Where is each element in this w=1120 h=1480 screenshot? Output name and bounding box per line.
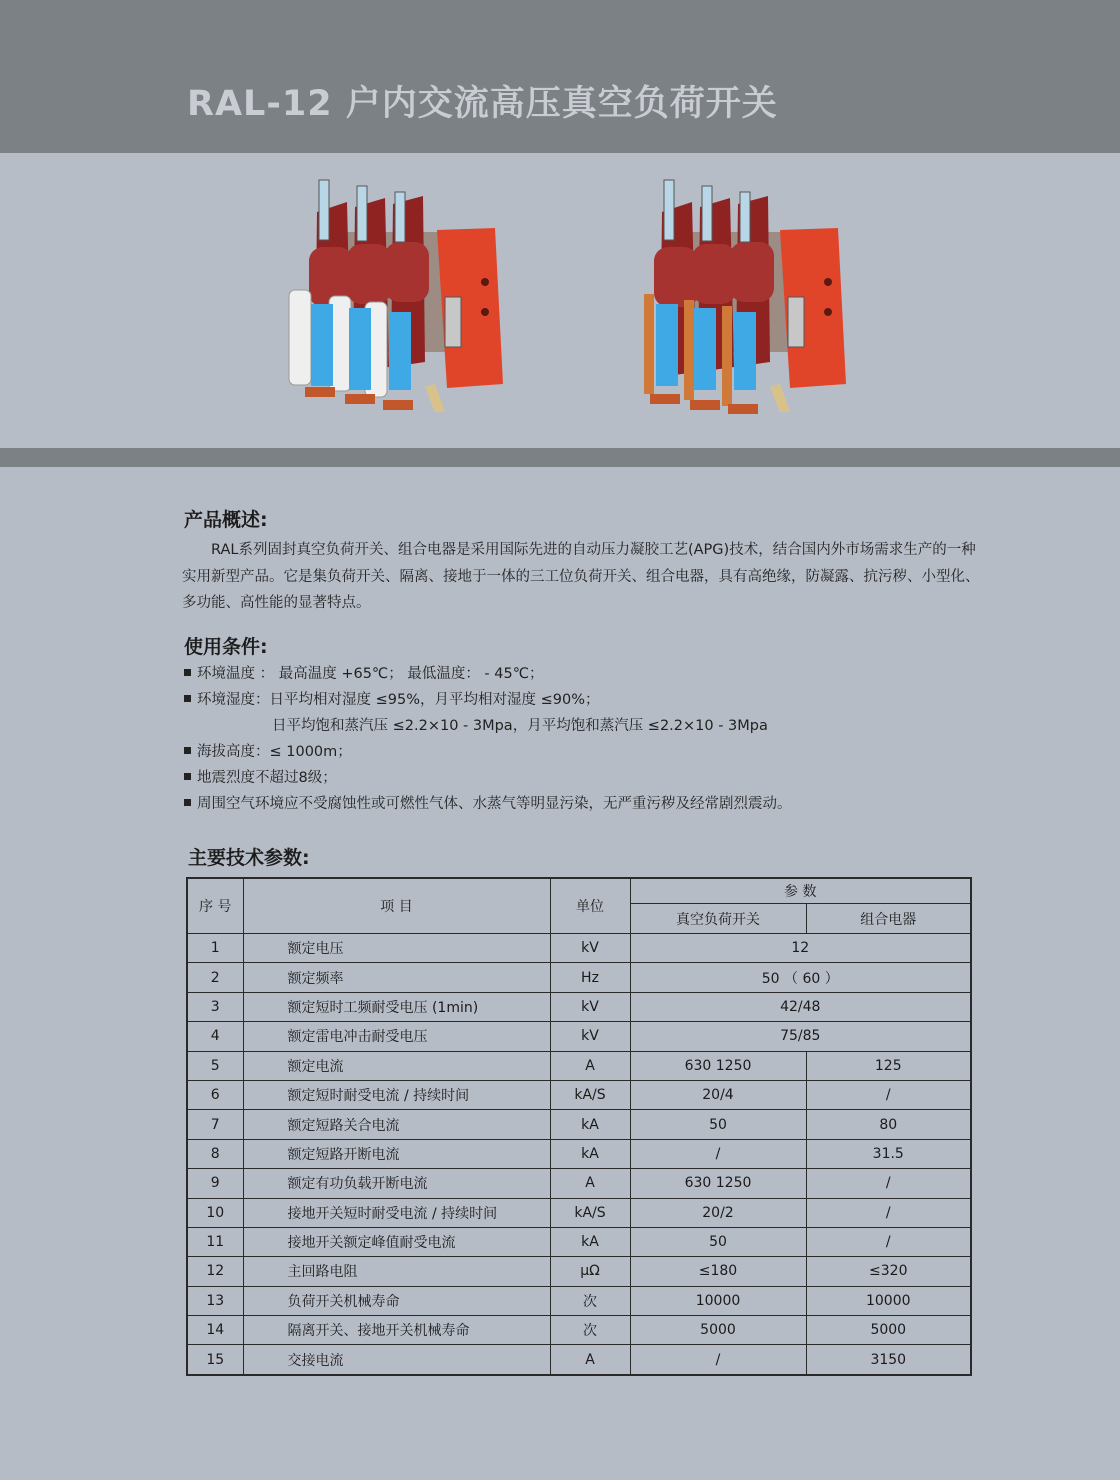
row-value-shared: 50 （ 60 ） — [630, 963, 971, 992]
row-value-vacuum-switch: 20/4 — [630, 1080, 806, 1109]
row-unit: Hz — [550, 963, 630, 992]
row-value-combination: 3150 — [806, 1345, 971, 1375]
condition-item: 海拔高度：≤ 1000m； — [184, 740, 352, 761]
row-value-combination: 80 — [806, 1110, 971, 1139]
table-row — [187, 1198, 971, 1227]
condition-item: 地震烈度不超过8级； — [184, 766, 337, 787]
condition-item: 周围空气环境应不受腐蚀性或可燃性气体、水蒸气等明显污染，无严重污秽及经常剧烈震动。 — [184, 792, 792, 813]
table-row — [187, 1139, 971, 1168]
row-number: 11 — [187, 1227, 243, 1256]
row-number: 13 — [187, 1286, 243, 1315]
table-row — [187, 1080, 971, 1109]
row-item: 接地开关额定峰值耐受电流 — [243, 1227, 550, 1256]
overview-text — [182, 537, 982, 617]
row-value-combination: / — [806, 1198, 971, 1227]
table-row — [187, 963, 971, 992]
row-value-combination: / — [806, 1080, 971, 1109]
row-value-vacuum-switch: 630 1250 — [630, 1051, 806, 1080]
row-number: 6 — [187, 1080, 243, 1109]
row-item: 隔离开关、接地开关机械寿命 — [243, 1316, 550, 1345]
row-item: 额定有功负载开断电流 — [243, 1169, 550, 1198]
condition-item-continued: 日平均饱和蒸汽压 ≤2.2×10 - 3Mpa，月平均饱和蒸汽压 ≤2.2×10 - 3Mpa — [272, 718, 768, 734]
row-unit: kA — [550, 1139, 630, 1168]
row-value-vacuum-switch: / — [630, 1345, 806, 1375]
row-item: 额定短时耐受电流 / 持续时间 — [243, 1080, 550, 1109]
row-number: 1 — [187, 934, 243, 963]
row-item: 负荷开关机械寿命 — [243, 1286, 550, 1315]
specs-table — [186, 877, 972, 1376]
row-value-vacuum-switch: 20/2 — [630, 1198, 806, 1227]
row-number: 10 — [187, 1198, 243, 1227]
product-photo-area — [0, 153, 1120, 448]
row-item: 主回路电阻 — [243, 1257, 550, 1286]
row-unit: A — [550, 1051, 630, 1080]
overview-paragraph: RAL系列固封真空负荷开关、组合电器是采用国际先进的自动压力凝胶工艺(APG)技术，结合国内外市场需求生产的一种实用新型产品。它是集负荷开关、隔离、接地于一体的三工位负荷开关、组合电器，具有高绝缘，防凝露、抗污秽、小型化、多功能、高性能的显著特点。 — [182, 542, 980, 611]
row-number: 12 — [187, 1257, 243, 1286]
row-value-vacuum-switch: 5000 — [630, 1316, 806, 1345]
header-item: 项 目 — [243, 878, 550, 934]
row-item: 额定短路关合电流 — [243, 1110, 550, 1139]
bullet-icon — [184, 695, 191, 702]
header-unit: 单位 — [550, 878, 630, 934]
row-value-shared: 42/48 — [630, 992, 971, 1021]
row-unit: A — [550, 1345, 630, 1375]
table-row — [187, 1286, 971, 1315]
row-number: 8 — [187, 1139, 243, 1168]
row-value-vacuum-switch: 10000 — [630, 1286, 806, 1315]
bullet-icon — [184, 773, 191, 780]
row-value-vacuum-switch: 50 — [630, 1227, 806, 1256]
condition-item: 环境湿度：日平均相对湿度 ≤95%，月平均相对湿度 ≤90%； — [184, 688, 599, 709]
table-row — [187, 1169, 971, 1198]
conditions-heading: 使用条件: — [184, 636, 268, 658]
row-unit: 次 — [550, 1316, 630, 1345]
specs-heading: 主要技术参数: — [188, 847, 310, 869]
table-row — [187, 934, 971, 963]
table-row — [187, 1227, 971, 1256]
specs-table-body — [187, 934, 971, 1375]
row-value-vacuum-switch: ≤180 — [630, 1257, 806, 1286]
row-number: 5 — [187, 1051, 243, 1080]
table-row — [187, 992, 971, 1021]
row-value-combination: 10000 — [806, 1286, 971, 1315]
row-item: 额定雷电冲击耐受电压 — [243, 1022, 550, 1051]
row-number: 7 — [187, 1110, 243, 1139]
row-number: 4 — [187, 1022, 243, 1051]
row-value-vacuum-switch: 630 1250 — [630, 1169, 806, 1198]
table-row — [187, 1051, 971, 1080]
table-row — [187, 1345, 971, 1375]
row-item: 额定短时工频耐受电压 (1min) — [243, 992, 550, 1021]
row-item: 交接电流 — [243, 1345, 550, 1375]
product-image-combination — [285, 172, 525, 427]
table-row — [187, 1022, 971, 1051]
row-number: 2 — [187, 963, 243, 992]
row-value-combination: 5000 — [806, 1316, 971, 1345]
row-item: 额定频率 — [243, 963, 550, 992]
row-number: 9 — [187, 1169, 243, 1198]
row-item: 额定短路开断电流 — [243, 1139, 550, 1168]
bullet-icon — [184, 747, 191, 754]
row-number: 14 — [187, 1316, 243, 1345]
row-number: 3 — [187, 992, 243, 1021]
row-item: 接地开关短时耐受电流 / 持续时间 — [243, 1198, 550, 1227]
row-unit: kV — [550, 934, 630, 963]
row-item: 额定电压 — [243, 934, 550, 963]
row-unit: μΩ — [550, 1257, 630, 1286]
bullet-icon — [184, 669, 191, 676]
row-value-combination: 125 — [806, 1051, 971, 1080]
header-no: 序 号 — [187, 878, 243, 934]
row-unit: kA — [550, 1227, 630, 1256]
row-value-shared: 75/85 — [630, 1022, 971, 1051]
row-unit: kV — [550, 992, 630, 1021]
row-unit: 次 — [550, 1286, 630, 1315]
condition-item: 环境温度 ： 最高温度 +65℃； 最低温度： - 45℃； — [184, 662, 544, 683]
product-image-load-switch — [630, 172, 870, 427]
row-value-shared: 12 — [630, 934, 971, 963]
row-value-vacuum-switch: / — [630, 1139, 806, 1168]
row-value-combination: ≤320 — [806, 1257, 971, 1286]
table-row — [187, 1316, 971, 1345]
header-combination: 组合电器 — [806, 904, 971, 934]
divider-band — [0, 448, 1120, 467]
table-row — [187, 1257, 971, 1286]
table-row — [187, 1110, 971, 1139]
page-title: RAL-12 户内交流高压真空负荷开关 — [187, 84, 778, 124]
overview-heading: 产品概述: — [184, 509, 268, 531]
row-number: 15 — [187, 1345, 243, 1375]
header-param: 参 数 — [630, 878, 971, 904]
row-unit: kA — [550, 1110, 630, 1139]
row-value-vacuum-switch: 50 — [630, 1110, 806, 1139]
row-unit: kA/S — [550, 1080, 630, 1109]
row-value-combination: / — [806, 1227, 971, 1256]
row-unit: A — [550, 1169, 630, 1198]
header-vacuum-switch: 真空负荷开关 — [630, 904, 806, 934]
row-unit: kV — [550, 1022, 630, 1051]
row-unit: kA/S — [550, 1198, 630, 1227]
row-value-combination: / — [806, 1169, 971, 1198]
row-item: 额定电流 — [243, 1051, 550, 1080]
row-value-combination: 31.5 — [806, 1139, 971, 1168]
bullet-icon — [184, 799, 191, 806]
